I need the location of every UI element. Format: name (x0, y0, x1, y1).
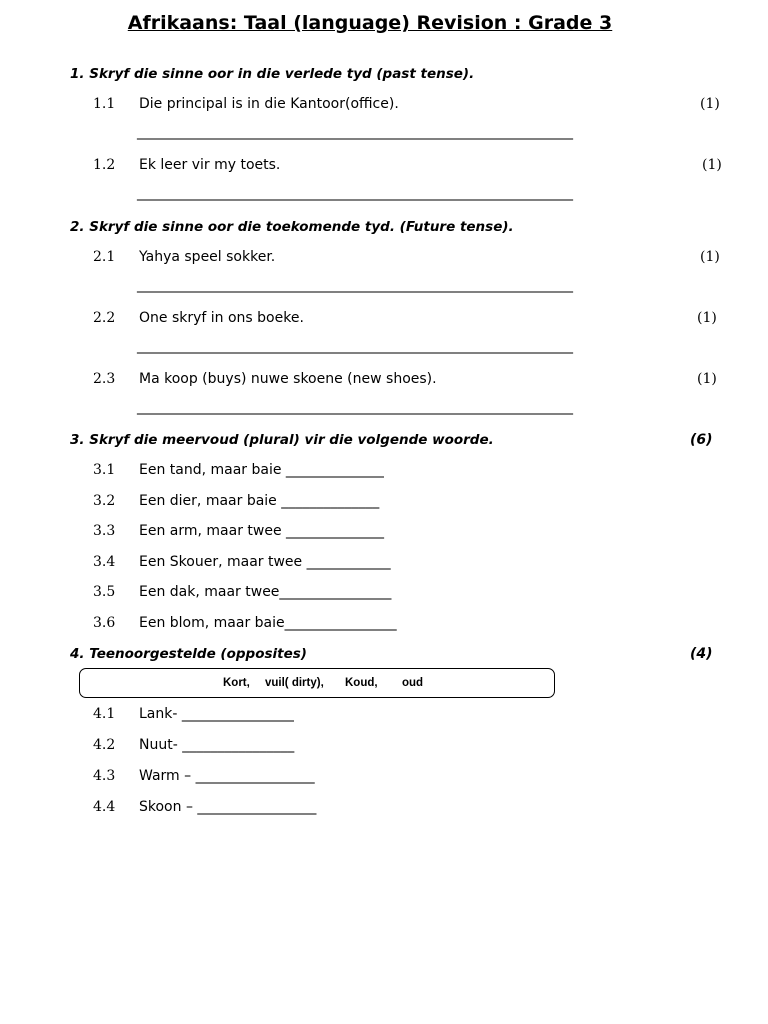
question-number: 3.2 (93, 493, 116, 509)
opposite-question[interactable]: Skoon – _________________ (139, 799, 317, 815)
question-number: 3.6 (93, 615, 116, 631)
section-2-heading: 2. Skryf die sinne oor die toekomende tyd. (Future tense). (70, 219, 514, 235)
question-number: 4.1 (93, 706, 116, 722)
question-number: 3.1 (93, 462, 116, 478)
answer-line[interactable]: ___________________________________________________________________ (137, 185, 573, 201)
question-number: 4.2 (93, 737, 116, 753)
question-mark: (1) (700, 96, 720, 112)
answer-line[interactable]: ___________________________________________________________________ (137, 277, 573, 293)
word-bank-word: vuil( dirty), (265, 677, 324, 689)
question-number: 3.4 (93, 554, 116, 570)
word-bank-word: Kort, (223, 677, 250, 689)
question-number: 3.3 (93, 523, 116, 539)
question-mark: (1) (702, 157, 722, 173)
question-mark: (1) (697, 310, 717, 326)
question-number: 4.3 (93, 768, 116, 784)
question-number: 3.5 (93, 584, 116, 600)
answer-line[interactable]: ___________________________________________________________________ (137, 399, 573, 415)
plural-question[interactable]: Een dak, maar twee________________ (139, 584, 392, 600)
question-number: 2.2 (93, 310, 116, 326)
plural-question[interactable]: Een dier, maar baie ______________ (139, 493, 380, 509)
question-text: Die principal is in die Kantoor(office). (139, 96, 399, 112)
section-3-heading: 3. Skryf die meervoud (plural) vir die volgende woorde. (70, 432, 494, 448)
question-number: 4.4 (93, 799, 116, 815)
question-text: Ek leer vir my toets. (139, 157, 281, 173)
opposite-question[interactable]: Nuut- ________________ (139, 737, 295, 753)
answer-line[interactable]: ___________________________________________________________________ (137, 338, 573, 354)
plural-question[interactable]: Een arm, maar twee ______________ (139, 523, 385, 539)
question-text: Ma koop (buys) nuwe skoene (new shoes). (139, 371, 437, 387)
page-title: Afrikaans: Taal (language) Revision : Grade 3 (127, 12, 613, 34)
section-3-mark: (6) (690, 432, 713, 448)
question-mark: (1) (700, 249, 720, 265)
question-mark: (1) (697, 371, 717, 387)
question-number: 2.3 (93, 371, 116, 387)
question-number: 1.1 (93, 96, 116, 112)
word-bank-box (79, 668, 555, 698)
section-1-heading: 1. Skryf die sinne oor in die verlede tyd (past tense). (70, 66, 475, 82)
answer-line[interactable]: ___________________________________________________________________ (137, 124, 573, 140)
plural-question[interactable]: Een blom, maar baie________________ (139, 615, 397, 631)
section-4-mark: (4) (690, 646, 713, 662)
question-text: One skryf in ons boeke. (139, 310, 304, 326)
section-4-heading: 4. Teenoorgestelde (opposites) (70, 646, 307, 662)
plural-question[interactable]: Een tand, maar baie ______________ (139, 462, 384, 478)
question-number: 1.2 (93, 157, 116, 173)
word-bank-word: oud (402, 677, 424, 689)
question-text: Yahya speel sokker. (139, 249, 276, 265)
plural-question[interactable]: Een Skouer, maar twee ____________ (139, 554, 391, 570)
opposite-question[interactable]: Warm – _________________ (139, 768, 315, 784)
word-bank-word: Koud, (345, 677, 378, 689)
question-number: 2.1 (93, 249, 116, 265)
opposite-question[interactable]: Lank- ________________ (139, 706, 294, 722)
